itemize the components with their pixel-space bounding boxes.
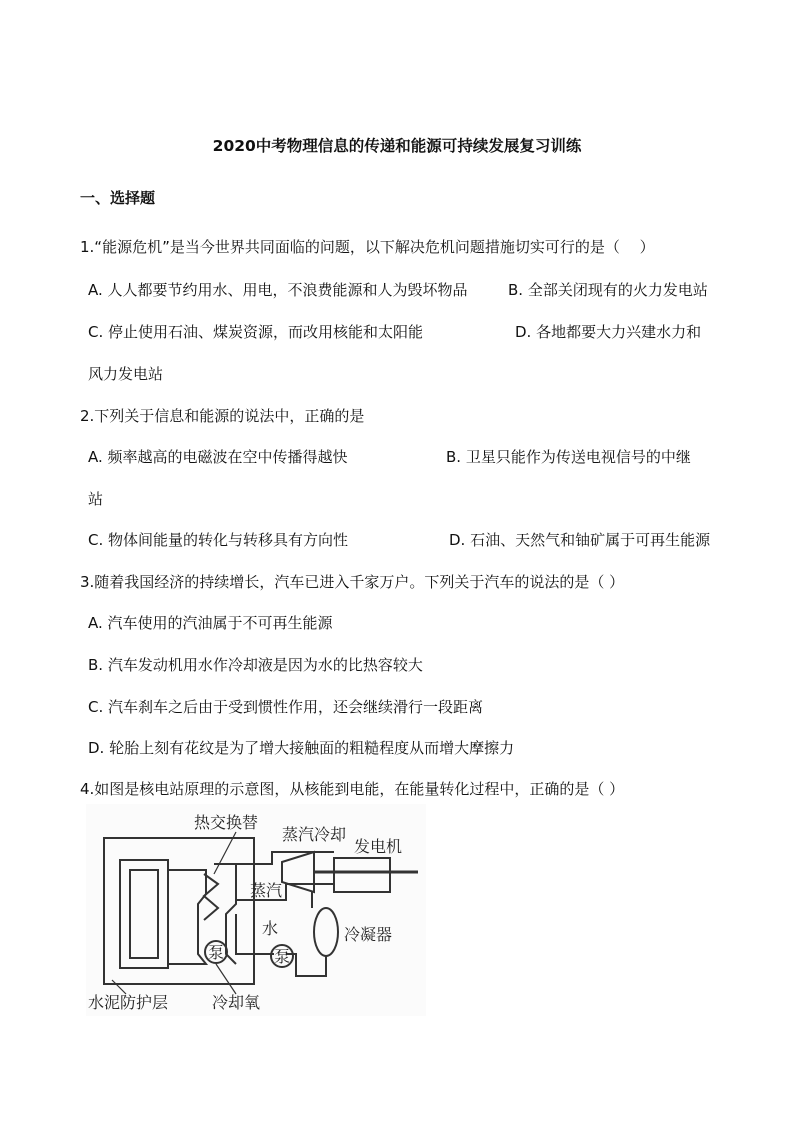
condenser-label: 冷凝器 xyxy=(344,925,393,944)
question-1-option-d: D. 各地都要大力兴建水力和 xyxy=(515,323,702,341)
question-3-option-a: A. 汽车使用的汽油属于不可再生能源 xyxy=(88,614,333,632)
pump-1-label: 泵 xyxy=(208,943,225,962)
cooling-label: 冷却氧 xyxy=(212,993,261,1012)
question-2-option-d: D. 石油、天然气和铀矿属于可再生能源 xyxy=(449,531,711,549)
question-1-option-a: A. 人人都要节约用水、用电，不浪费能源和人为毁坏物品 xyxy=(88,281,468,299)
question-3-option-d: D. 轮胎上刻有花纹是为了增大接触面的粗糙程度从而增大摩擦力 xyxy=(88,739,515,757)
question-2-option-a: A. 频率越高的电磁波在空中传播得越快 xyxy=(88,448,348,466)
question-2-option-b-continued: 站 xyxy=(88,490,104,508)
page-title: 2020中考物理信息的传递和能源可持续发展复习训练 xyxy=(212,137,582,155)
question-4-stem: 4.如图是核电站原理的示意图，从核能到电能，在能量转化过程中，正确的是（ ） xyxy=(80,780,625,798)
steam-label: 蒸汽 xyxy=(250,881,283,900)
heat-exchanger-label: 热交换替 xyxy=(194,813,259,832)
question-3-option-b: B. 汽车发动机用水作冷却液是因为水的比热容较大 xyxy=(88,656,423,674)
question-2-option-c: C. 物体间能量的转化与转移具有方向性 xyxy=(88,531,349,549)
cement-layer-label: 水泥防护层 xyxy=(88,993,169,1012)
question-1-stem: 1.“能源危机”是当今世界共同面临的问题，以下解决危机问题措施切实可行的是（ ） xyxy=(80,238,655,256)
question-2-stem: 2.下列关于信息和能源的说法中，正确的是 xyxy=(80,407,365,425)
water-label: 水 xyxy=(262,919,279,938)
steam-cooling-label: 蒸汽冷却 xyxy=(282,825,347,844)
question-1-option-d-continued: 风力发电站 xyxy=(88,365,164,383)
question-1-option-c: C. 停止使用石油、煤炭资源，而改用核能和太阳能 xyxy=(88,323,424,341)
question-3-option-c: C. 汽车刹车之后由于受到惯性作用，还会继续滑行一段距离 xyxy=(88,698,484,716)
section-heading: 一、选择题 xyxy=(80,189,156,207)
nuclear-plant-diagram xyxy=(86,804,426,1016)
question-1-option-b: B. 全部关闭现有的火力发电站 xyxy=(508,281,708,299)
question-3-stem: 3.随着我国经济的持续增长，汽车已进入千家万户。下列关于汽车的说法的是（ ） xyxy=(80,573,625,591)
pump-2-label: 泵 xyxy=(274,947,291,966)
question-2-option-b: B. 卫星只能作为传送电视信号的中继 xyxy=(446,448,691,466)
generator-label: 发电机 xyxy=(354,837,403,856)
